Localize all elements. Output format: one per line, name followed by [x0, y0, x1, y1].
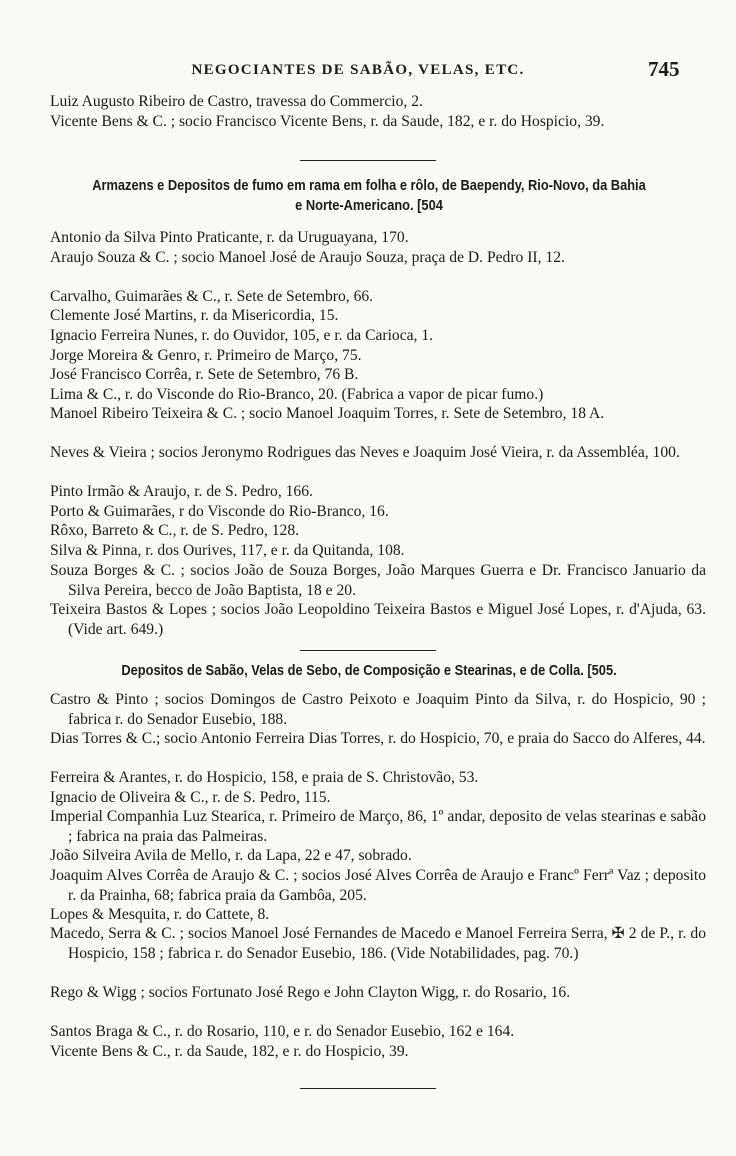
section-divider [300, 650, 436, 651]
list-item: João Silveira Avila de Mello, r. da Lapa, 22 e 47, sobrado. [50, 847, 412, 864]
section-heading-tobacco: Armazens e Depositos de fumo em rama em folha e rôlo, de Baependy, Rio-Novo, da Bahia e Norte-Americano. [504 [92, 178, 646, 214]
list-item: Rôxo, Barreto & C., r. de S. Pedro, 128. [50, 522, 300, 539]
list-item: Teixeira Bastos & Lopes ; socios João Leopoldino Teixeira Bastos e Miguel José Lopes, r. d'Ajuda, 63. (Vide art. 649.) [50, 601, 706, 638]
list-item: Castro & Pinto ; socios Domingos de Castro Peixoto e Joaquim Pinto da Silva, r. do Hospicio, 90 ; fabrica r. do Senador Eusebio, 188. [50, 691, 706, 728]
list-item: Rego & Wigg ; socios Fortunato José Rego e John Clayton Wigg, r. do Rosario, 16. [50, 984, 571, 1001]
list-item: Lima & C., r. do Visconde do Rio-Branco, 20. (Fabrica a vapor de picar fumo.) [50, 386, 544, 403]
list-item: Silva & Pinna, r. dos Ourives, 117, e r. da Quitanda, 108. [50, 542, 405, 559]
list-item: Souza Borges & C. ; socios João de Souza Borges, João Marques Guerra e Dr. Francisco Januario da Silva Pereira, becco de João Baptista, 18 e 20. [50, 562, 706, 599]
list-item: Ignacio Ferreira Nunes, r. do Ouvidor, 105, e r. da Carioca, 1. [50, 327, 434, 344]
list-item: José Francisco Corrêa, r. Sete de Setembro, 76 B. [50, 366, 359, 383]
list-item: Vicente Bens & C., r. da Saude, 182, e r. do Hospicio, 39. [50, 1043, 409, 1060]
list-item: Macedo, Serra & C. ; socios Manoel José Fernandes de Macedo e Manoel Ferreira Serra, ✠ 2 de P., r. do Hospicio, 158 ; fabrica r. do Senador Eusebio, 186. (Vide Notabilidades, pag. 70.) [50, 925, 706, 962]
list-item: Santos Braga & C., r. do Rosario, 110, e r. do Senador Eusebio, 162 e 164. [50, 1023, 515, 1040]
list-item: Ferreira & Arantes, r. do Hospicio, 158, e praia de S. Christovão, 53. [50, 769, 479, 786]
list-item: Antonio da Silva Pinto Praticante, r. da Uruguayana, 170. [50, 229, 409, 246]
list-item: Pinto Irmão & Araujo, r. de S. Pedro, 166. [50, 483, 313, 500]
section-heading-soap: Depositos de Sabão, Velas de Sebo, de Composição e Stearinas, e de Colla. [505. [121, 663, 617, 679]
list-item: Ignacio de Oliveira & C., r. de S. Pedro, 115. [50, 789, 331, 806]
list-item: Manoel Ribeiro Teixeira & C. ; socio Manoel Joaquim Torres, r. Sete de Setembro, 18 A. [50, 405, 605, 422]
list-item: Carvalho, Guimarães & C., r. Sete de Setembro, 66. [50, 288, 374, 305]
list-item: Dias Torres & C.; socio Antonio Ferreira Dias Torres, r. do Hospicio, 70, e praia do Sacco do Alferes, 44. [50, 730, 706, 747]
list-item: Joaquim Alves Corrêa de Araujo & C. ; socios José Alves Corrêa de Araujo e Francº Ferrª Vaz ; deposito r. da Prainha, 68; fabrica praia da Gambôa, 205. [50, 867, 706, 904]
list-item: Jorge Moreira & Genro, r. Primeiro de Março, 75. [50, 347, 362, 364]
list-item: Porto & Guimarães, r do Visconde do Rio-Branco, 16. [50, 503, 389, 520]
list-item: Clemente José Martins, r. da Misericordia, 15. [50, 307, 339, 324]
list-item: Luiz Augusto Ribeiro de Castro, travessa do Commercio, 2. [50, 93, 423, 110]
page-number: 745 [648, 57, 680, 81]
list-item: Araujo Souza & C. ; socio Manoel José de Araujo Souza, praça de D. Pedro II, 12. [50, 249, 565, 266]
section-divider [300, 1088, 436, 1089]
list-item: Neves & Vieira ; socios Jeronymo Rodrigues das Neves e Joaquim José Vieira, r. da Assembléa, 100. [50, 444, 680, 461]
list-item: Lopes & Mesquita, r. do Cattete, 8. [50, 906, 270, 923]
section-divider [300, 160, 436, 161]
list-item: Vicente Bens & C. ; socio Francisco Vicente Bens, r. da Saude, 182, e r. do Hospicio, 39. [50, 113, 605, 130]
running-header: NEGOCIANTES DE SABÃO, VELAS, ETC. [191, 62, 525, 78]
list-item: Imperial Companhia Luz Stearica, r. Primeiro de Março, 86, 1º andar, deposito de velas stearinas e sabão ; fabrica na praia das Palmeiras. [50, 808, 706, 845]
